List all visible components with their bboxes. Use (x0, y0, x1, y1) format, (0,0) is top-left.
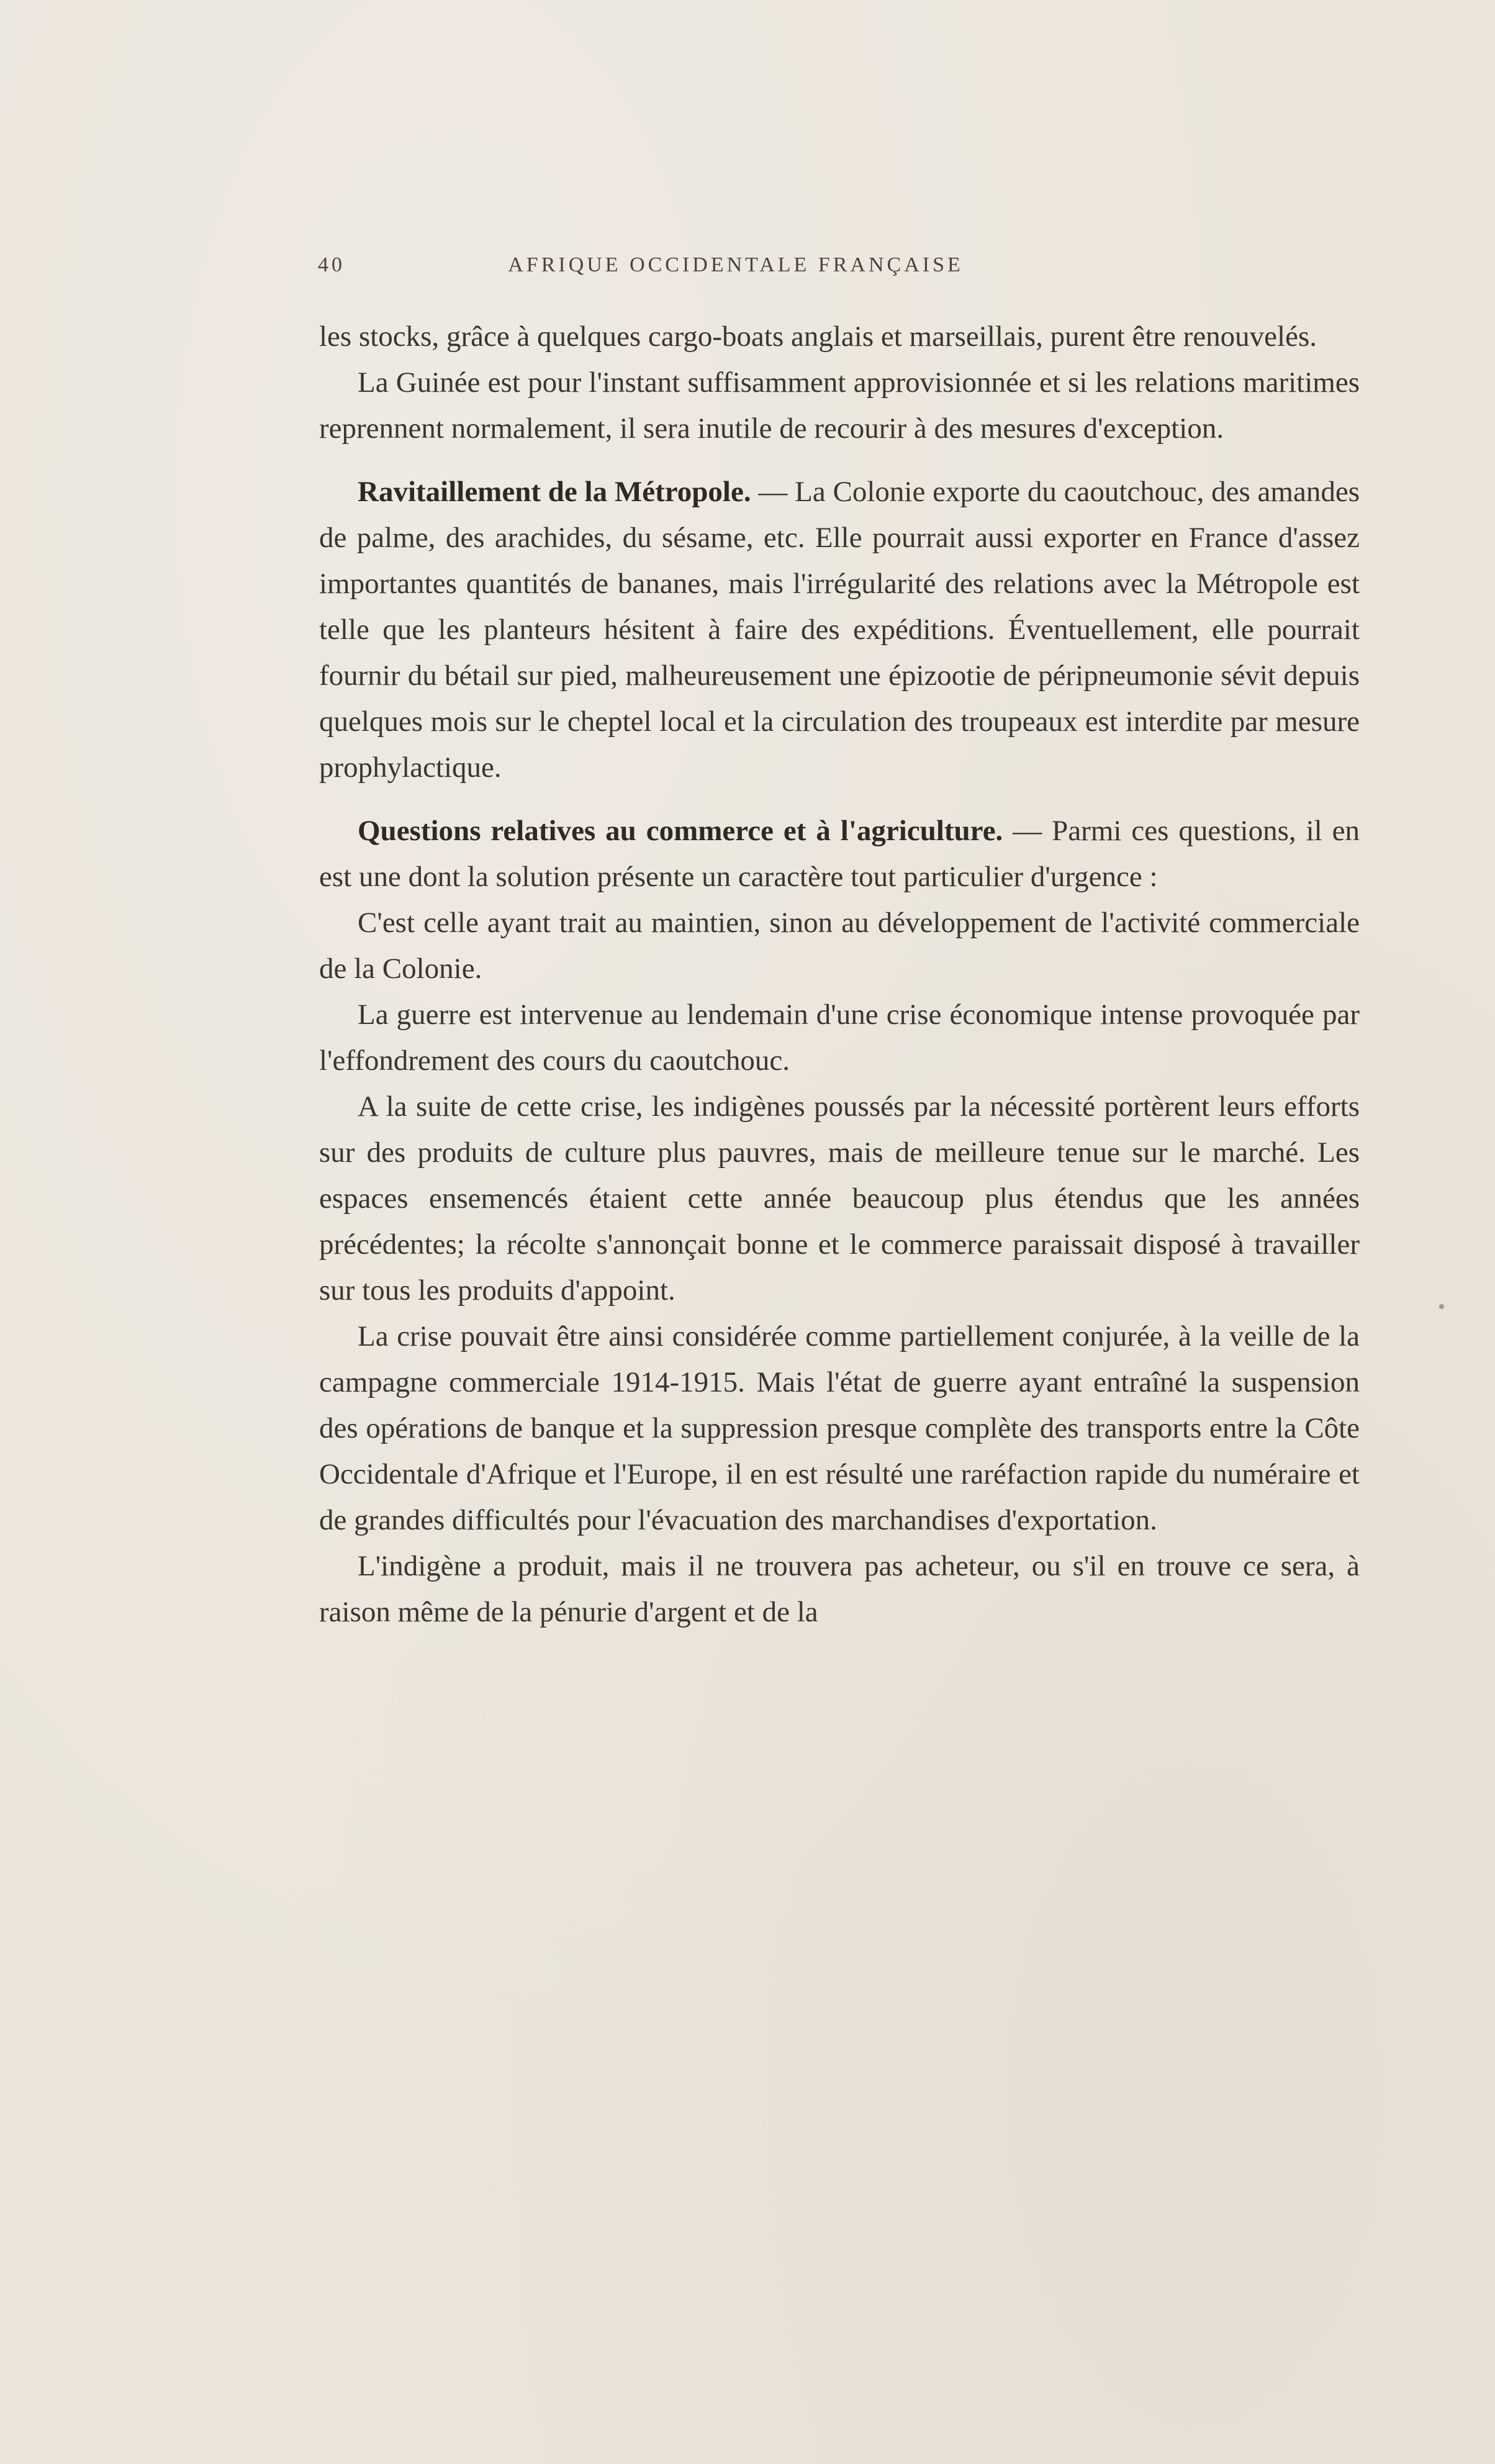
paragraph-text: La guerre est intervenue au lendemain d'une crise économique intense provoquée par l'effondrement des cours du caoutchouc. (319, 999, 1360, 1077)
paragraph-1 (319, 314, 1360, 360)
paragraph-text: C'est celle ayant trait au maintien, sinon au développement de l'activité commerciale de la Colonie. (319, 907, 1360, 985)
paragraph-text: La crise pouvait être ainsi considérée comme partiellement conjurée, à la veille de la campagne commerciale 1914-1915. Mais l'état de guerre ayant entraîné la suspension des opérations de banque et la suppression presque complète des transports entre la Côte Occidentale d'Afrique et l'Europe, il en est résulté une raréfaction rapide du numéraire et de grandes difficultés pour l'évacuation des marchandises d'exportation. (319, 1320, 1360, 1536)
running-title: AFRIQUE OCCIDENTALE FRANÇAISE (508, 253, 964, 276)
body-text (319, 314, 1360, 1635)
paragraph-text: A la suite de cette crise, les indigènes poussés par la nécessité portèrent leurs efforts sur des produits de culture plus pauvres, mais de meilleure tenue sur le marché. Les espaces ensemencés étaient cette année beaucoup plus étendus que les années précédentes; la récolte s'annonçait bonne et le commerce paraissait disposé à travailler sur tous les produits d'appoint. (319, 1090, 1360, 1307)
paragraph-text: les stocks, grâce à quelques cargo-boats anglais et marseillais, purent être renouvelés. (319, 320, 1317, 353)
paragraph-text: — Parmi ces questions, il en est une dont la solution présente un caractère tout particulier d'urgence : (319, 815, 1360, 893)
paragraph-text: — La Colonie exporte du caoutchouc, des amandes de palme, des arachides, du sésame, etc. Elle pourrait aussi exporter en France d'assez importantes quantités de bananes, mais l'irrégularité des relations avec la Métropole est telle que les planteurs hésitent à faire des expéditions. Éventuellement, elle pourrait fournir du bétail sur pied, malheureusement une épizootie de péripneumonie sévit depuis quelques mois sur le cheptel local et la circulation des troupeaux est interdite par mesure prophylactique. (319, 476, 1360, 784)
page-number: 40 (318, 253, 345, 276)
paragraph-9 (319, 1543, 1360, 1635)
paragraph-3 (319, 469, 1360, 790)
paragraph-5 (319, 900, 1360, 992)
paragraph-text: L'indigène a produit, mais il ne trouvera pas acheteur, ou s'il en trouve ce sera, à raison même de la pénurie d'argent et de la (319, 1550, 1360, 1628)
paragraph-2 (319, 360, 1360, 451)
section-heading-commerce: Questions relatives au commerce et à l'agriculture. (358, 815, 1003, 847)
paragraph-4 (319, 808, 1360, 900)
paragraph-8 (319, 1313, 1360, 1543)
paper-speck (1439, 1304, 1444, 1309)
section-heading-ravitaillement: Ravitaillement de la Métropole. (358, 476, 751, 508)
page-header (318, 253, 1098, 291)
paragraph-6 (319, 992, 1360, 1084)
paragraph-7 (319, 1084, 1360, 1313)
paragraph-text: La Guinée est pour l'instant suffisamment approvisionnée et si les relations maritimes reprennent normalement, il sera inutile de recourir à des mesures d'exception. (319, 366, 1360, 445)
